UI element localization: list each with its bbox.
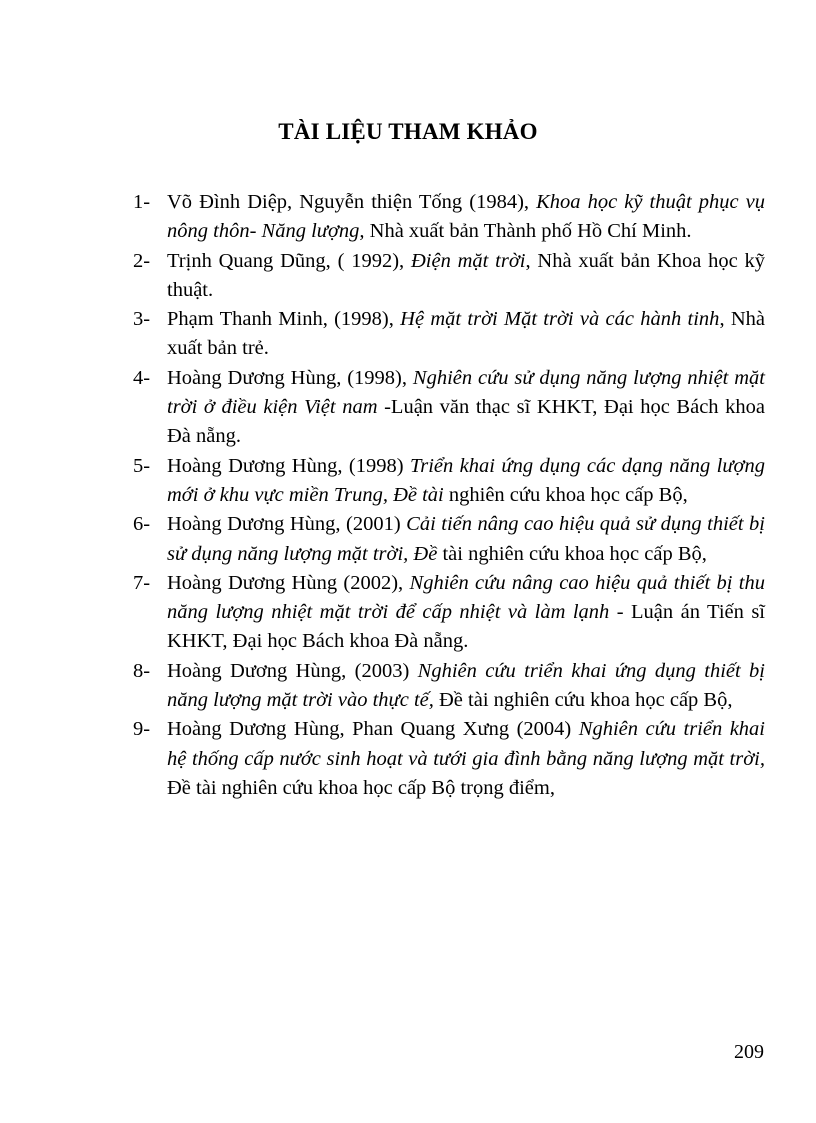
reference-authors: Hoàng Dương Hùng, (2001)	[167, 513, 407, 536]
reference-list	[133, 188, 765, 803]
reference-publisher: Đề tài nghiên cứu khoa học cấp Bộ,	[433, 689, 733, 712]
reference-title: Nghiên cứu triển khai hệ thống cấp nước sinh hoạt và tưới gia đình bằng năng lượng mặt trời,	[167, 718, 766, 770]
reference-title: Triển khai ứng dụng các dạng năng lượng mới ở khu vực miền Trung, Đề tài	[167, 454, 765, 506]
reference-item	[133, 510, 765, 569]
reference-publisher: , Nhà xuất bản Khoa học kỹ thuật.	[167, 249, 765, 301]
reference-text	[167, 569, 765, 657]
reference-item	[133, 247, 765, 306]
reference-number: 8-	[133, 659, 151, 682]
reference-text	[167, 247, 765, 306]
reference-title: Điện mặt trời	[410, 249, 526, 272]
reference-publisher: tài nghiên cứu khoa học cấp Bộ,	[437, 542, 707, 565]
reference-authors: Hoàng Dương Hùng, (2003)	[167, 659, 418, 682]
reference-publisher: , Nhà xuất bản trẻ.	[167, 308, 766, 360]
reference-publisher: nghiên cứu khoa học cấp Bộ,	[443, 483, 688, 506]
reference-item	[133, 364, 765, 452]
reference-number: 4-	[133, 366, 151, 389]
reference-title: Nghiên cứu sử dụng năng lượng nhiệt mặt trời ở điều kiện Việt nam	[167, 366, 765, 419]
page-number: 209	[734, 1041, 764, 1063]
reference-text	[167, 364, 765, 452]
reference-item	[133, 569, 765, 657]
reference-number: 1-	[133, 191, 151, 213]
reference-item	[133, 305, 765, 364]
reference-text	[167, 305, 765, 364]
reference-publisher: Nhà xuất bản Thành phố Hồ Chí Minh.	[364, 220, 692, 243]
reference-number: 5-	[133, 454, 151, 477]
reference-publisher: Đề tài nghiên cứu khoa học cấp Bộ trọng điểm,	[167, 776, 555, 799]
reference-authors: Phạm Thanh Minh, (1998),	[167, 308, 401, 331]
reference-item	[133, 188, 765, 247]
reference-title: Cải tiến nâng cao hiệu quả sử dụng thiết bị sử dụng năng lượng mặt trời, Đề	[167, 513, 765, 565]
reference-text	[167, 188, 765, 247]
reference-number: 6-	[133, 513, 151, 536]
reference-item	[133, 715, 765, 803]
page-title: TÀI LIỆU THAM KHẢO	[278, 119, 538, 144]
reference-publisher: -Luận văn thạc sĩ KHKT, Đại học Bách khoa Đà nẵng.	[167, 396, 765, 448]
reference-text	[167, 510, 765, 569]
reference-publisher: - Luận án Tiến sĩ KHKT, Đại học Bách khoa Đà nẵng.	[167, 601, 765, 653]
reference-authors: Trịnh Quang Dũng, ( 1992),	[167, 249, 411, 272]
reference-authors: Hoàng Dương Hùng, Phan Quang Xưng (2004)	[167, 718, 579, 741]
reference-number: 9-	[133, 718, 151, 741]
reference-title: Hệ mặt trời Mặt trời và các hành tinh	[400, 308, 720, 331]
reference-text	[167, 715, 765, 803]
reference-title: Nghiên cứu triển khai ứng dụng thiết bị năng lượng mặt trời vào thực tế,	[167, 659, 765, 712]
reference-text	[167, 657, 765, 716]
reference-title: Nghiên cứu nâng cao hiệu quả thiết bị thu năng lượng nhiệt mặt trời để cấp nhiệt và làm lạnh	[167, 571, 766, 624]
reference-authors: Hoàng Dương Hùng, (1998)	[167, 454, 410, 477]
reference-authors: Võ Đình Diệp, Nguyễn thiện Tống (1984),	[167, 191, 537, 213]
reference-authors: Hoàng Dương Hùng (2002),	[167, 571, 410, 594]
reference-authors: Hoàng Dương Hùng, (1998),	[167, 366, 413, 389]
reference-title: Khoa học kỹ thuật phục vụ nông thôn- Năng lượng,	[167, 191, 765, 243]
reference-number: 3-	[133, 308, 151, 331]
reference-text	[167, 452, 765, 511]
reference-number: 2-	[133, 249, 151, 272]
reference-number: 7-	[133, 571, 151, 594]
reference-item	[133, 452, 765, 511]
reference-item	[133, 657, 765, 716]
